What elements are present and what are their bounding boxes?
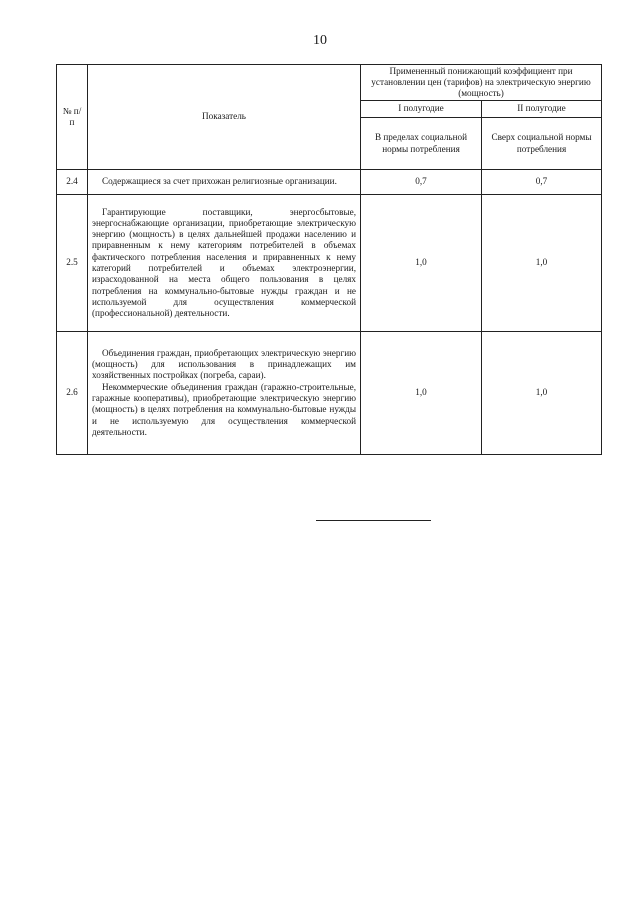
row-number: 2.5 — [57, 195, 88, 332]
header-half-2: II полугодие — [482, 101, 602, 118]
header-num: № п/п — [57, 65, 88, 170]
header-above-norm: Сверх социальной нормы потребления — [482, 118, 602, 170]
header-coefficient-title: Примененный понижающий коэффициент при установлении цен (тарифов) на электрическую энергию (мощность) — [361, 65, 602, 101]
row-value-above: 1,0 — [482, 332, 602, 455]
row-number: 2.4 — [57, 170, 88, 195]
row-value-above: 1,0 — [482, 195, 602, 332]
row-indicator-paragraph: Некоммерческие объединения граждан (гаражно-строительные, гаражные кооперативы), приобретающие электрическую энергию (мощность) в целях потребления на коммунально-бытовые нужды и не используемую для осуществления коммерческой деятельности. — [92, 381, 356, 437]
tariff-coefficient-table — [56, 64, 602, 455]
page-number: 10 — [313, 33, 327, 48]
row-indicator — [88, 170, 361, 195]
table-row — [57, 170, 602, 195]
header-within-norm: В пределах социальной нормы потребления — [361, 118, 482, 170]
table-row — [57, 332, 602, 455]
row-value-within: 1,0 — [361, 332, 482, 455]
closing-divider — [316, 520, 431, 521]
row-value-within: 1,0 — [361, 195, 482, 332]
header-indicator: Показатель — [88, 65, 361, 170]
row-indicator-paragraph: Объединения граждан, приобретающих электрическую энергию (мощность) для использования в принадлежащих им хозяйственных постройках (погреба, сараи). — [92, 347, 356, 381]
row-number: 2.6 — [57, 332, 88, 455]
row-indicator-paragraph: Гарантирующие поставщики, энергосбытовые, энергоснабжающие организации, приобретающие электрическую энергию (мощность) в целях дальнейшей продажи населению и приравненным к нему категориям потребителей в объемах фактического потребления населения и приравненных к нему категорий потребителей и объемах электроэнергии, израсходованной на места общего пользования в целях потребления на коммунально-бытовые нужды граждан и не используемой для осуществления коммерческой (профессиональной) деятельности. — [92, 206, 356, 319]
row-value-above: 0,7 — [482, 170, 602, 195]
row-indicator — [88, 332, 361, 455]
row-indicator-paragraph: Содержащиеся за счет прихожан религиозные организации. — [102, 176, 337, 187]
row-indicator — [88, 195, 361, 332]
header-half-1: I полугодие — [361, 101, 482, 118]
table-row — [57, 195, 602, 332]
row-value-within: 0,7 — [361, 170, 482, 195]
